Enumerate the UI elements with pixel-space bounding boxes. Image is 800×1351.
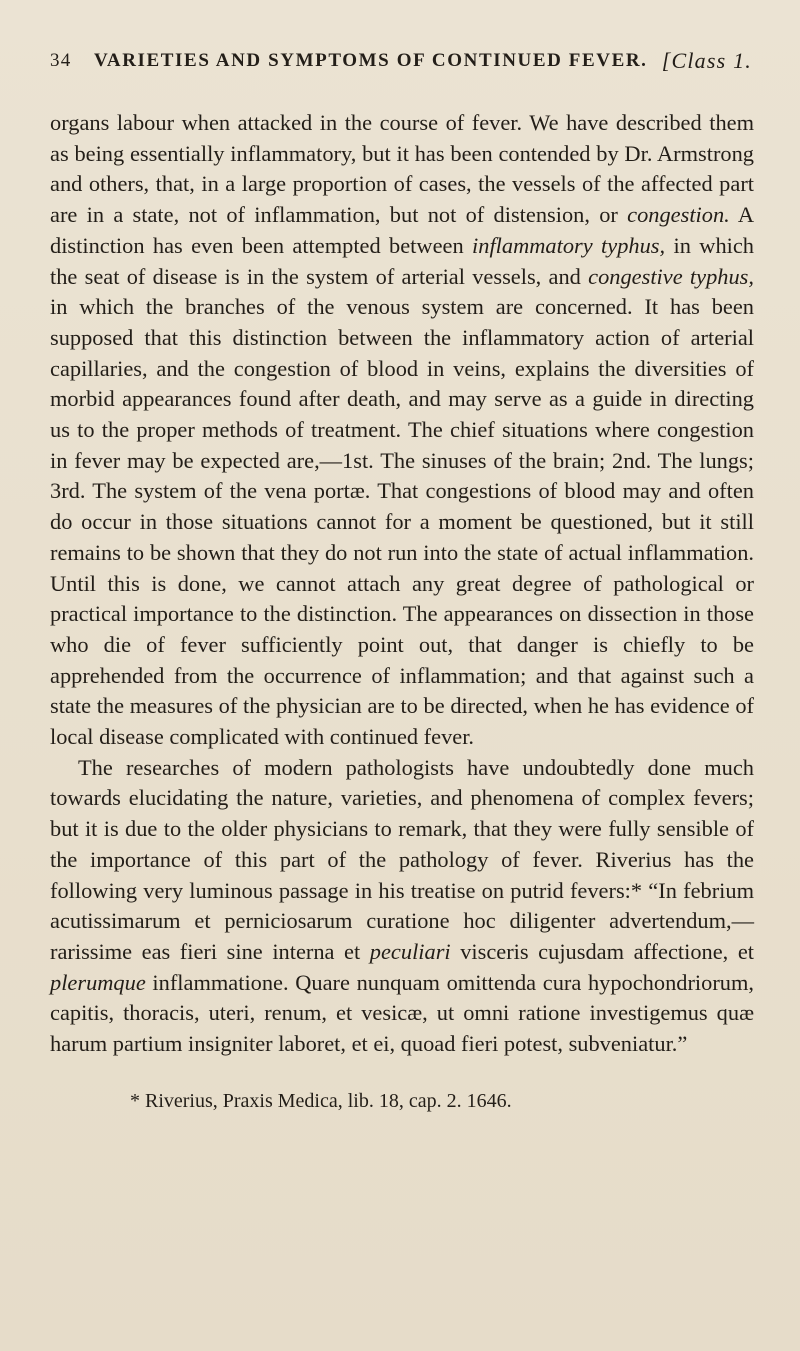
italic-peculiari: peculiari bbox=[369, 938, 451, 964]
paragraph-1-text: organs labour when attacked in the course of fever. We have described them as being essentially inflammatory, but it has been contended by Dr. Armstrong and others, that, in a large proportion of cases, the vessels of the affected part are in a state, not of inflammation, but not of distension, or bbox=[50, 110, 754, 228]
paragraph-2-text: inflammatione. Quare nunquam omittenda cura hypochondriorum, capitis, thoracis, uteri, renum, et vesicæ, ut omni ratione investigemus quæ harum partium insigniter laboret, et ei, quoad fieri potest, subveniatur.” bbox=[50, 969, 754, 1057]
paragraph-2 bbox=[50, 753, 754, 1060]
italic-congestive-typhus: congestive typhus, bbox=[588, 263, 754, 289]
paragraph-2-text: visceris cujusdam affectione, et bbox=[450, 938, 754, 964]
paragraph-2-text: The researches of modern pathologists have undoubtedly done much towards elucidating the nature, varieties, and phenomena of complex fevers; but it is due to the older physicians to remark, that they were fully sensible of the importance of this part of the pathology of fever. Riverius has the following very luminous passage in his treatise on putrid fevers:* “In febrium acutissimarum et perniciosarum curatione hoc diligenter advertendum,—rarissime eas fieri sine interna et bbox=[50, 754, 754, 964]
paragraph-1-text: A distinction has even been attempted between bbox=[50, 202, 754, 258]
italic-congestion: congestion. bbox=[627, 202, 730, 228]
paragraph-1-text: in which the seat of disease is in the system of arterial vessels, and bbox=[50, 232, 755, 289]
italic-plerumque: plerumque bbox=[50, 969, 146, 995]
running-title: VARIETIES AND SYMPTOMS OF CONTINUED FEVER. bbox=[94, 50, 648, 71]
page-number: 34 bbox=[50, 50, 72, 71]
paragraph-1 bbox=[50, 108, 754, 753]
paragraph-1-text: in which the branches of the venous system are concerned. It has been supposed that this distinction between the inflammatory action of arterial capillaries, and the congestion of blood in veins, explains the diversities of morbid appearances found after death, and may serve as a guide in directing us to the proper methods of treatment. The chief situations where congestion in fever may be expected are,—1st. The sinuses of the brain; 2nd. The lungs; 3rd. The system of the vena portæ. That congestions of blood may and often do occur in those situations cannot for a moment be questioned, but it still remains to be shown that they do not run into the state of actual inflammation. Until this is done, we cannot attach any great degree of pathological or practical importance to the distinction. The appearances on dissection in those who die of fever sufficiently point out, that danger is chiefly to be apprehended from the occurrence of inflammation; and that against such a state the measures of the physician are to be directed, when he has evidence of local disease complicated with continued fever. bbox=[50, 294, 754, 750]
body-text bbox=[50, 108, 754, 1060]
class-label: [Class 1. bbox=[661, 48, 752, 73]
running-head bbox=[50, 50, 754, 90]
italic-inflammatory-typhus: inflammatory typhus, bbox=[472, 232, 666, 258]
footnote: * Riverius, Praxis Medica, lib. 18, cap. 2. 1646. bbox=[130, 1089, 512, 1112]
